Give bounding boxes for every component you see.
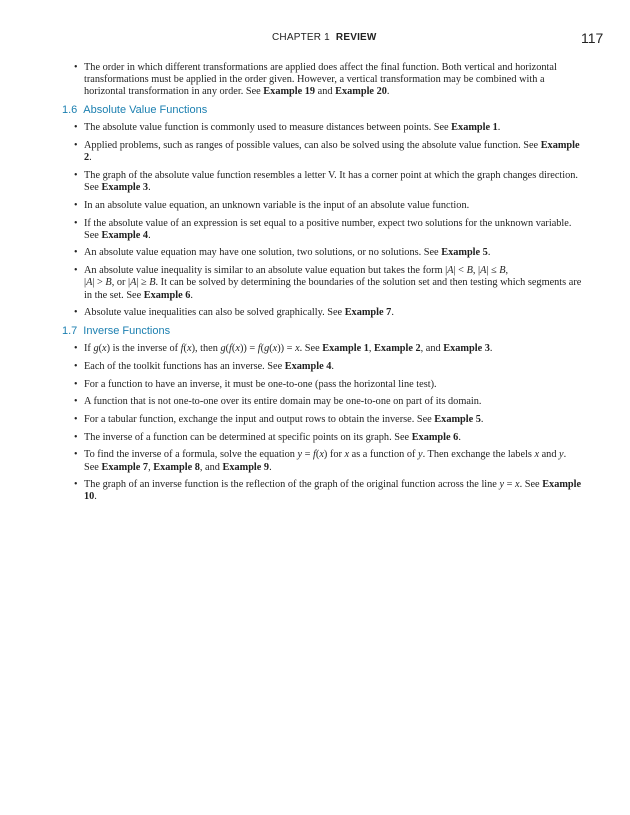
section-number: 1.6 (62, 104, 78, 117)
bullet-icon: • (74, 247, 78, 259)
bullet-text: For a function to have an inverse, it must be one-to-one (pass the horizontal line test). (84, 378, 437, 390)
bullet-item (62, 449, 582, 473)
bullet-item (62, 200, 582, 212)
chapter-number: CHAPTER 1 (272, 32, 330, 43)
bullet-icon: • (74, 396, 78, 408)
section-title: Absolute Value Functions (83, 104, 208, 117)
section-heading (62, 104, 582, 116)
bullet-icon: • (74, 413, 78, 425)
bullet-icon: • (74, 62, 78, 73)
review-content (62, 62, 582, 509)
bullet-item (62, 265, 582, 302)
bullet-text: An absolute value inequality is similar to an absolute value equation but takes the form |A| < B, |A| ≤ B, |A| > B, or |A| ≥ B. It can be solved by determining the boundaries of the solution set and then testing which segments are in the set. See Example 6. (84, 265, 582, 301)
section-title: Inverse Functions (83, 324, 171, 337)
bullet-text: Each of the toolkit functions has an inverse. See Example 4. (84, 360, 334, 372)
bullet-text: To find the inverse of a formula, solve the equation y = f(x) for x as a function of y. Then exchange the labels x and y. See Example 7, Example 8, and Example 9. (84, 449, 567, 473)
chapter-label (272, 32, 377, 43)
bullet-icon: • (74, 217, 78, 229)
bullet-icon: • (74, 169, 78, 181)
bullet-icon: • (74, 360, 78, 372)
section-list (62, 343, 582, 504)
bullet-icon: • (74, 307, 78, 319)
bullet-item (62, 62, 582, 99)
bullet-item (62, 396, 582, 408)
bullet-text: An absolute value equation may have one solution, two solutions, or no solutions. See Example 5. (84, 247, 491, 259)
bullet-item (62, 379, 582, 391)
bullet-text: For a tabular function, exchange the input and output rows to obtain the inverse. See Example 5. (84, 413, 484, 425)
bullet-item (62, 218, 582, 242)
bullet-text: A function that is not one-to-one over its entire domain may be one-to-one on part of its domain. (84, 396, 482, 408)
bullet-icon: • (74, 122, 78, 134)
bullet-text: The graph of an inverse function is the reflection of the graph of the original function across the line y = x. See Example 10. (84, 479, 582, 503)
bullet-item (62, 247, 582, 259)
section-number: 1.7 (62, 324, 78, 337)
bullet-text: If the absolute value of an expression is set equal to a positive number, expect two solutions for the unknown variable. See Example 4. (84, 217, 572, 241)
bullet-item (62, 479, 582, 503)
bullet-item (62, 122, 582, 134)
bullet-icon: • (74, 449, 78, 461)
bullet-text: The inverse of a function can be determined at specific points on its graph. See Example 6. (84, 431, 461, 443)
bullet-text: Applied problems, such as ranges of possible values, can also be solved using the absolute value function. See Example 2. (84, 140, 580, 164)
bullet-text: Absolute value inequalities can also be solved graphically. See Example 7. (84, 307, 394, 319)
bullet-icon: • (74, 265, 78, 277)
bullet-item (62, 170, 582, 194)
chapter-title: REVIEW (335, 32, 377, 43)
bullet-icon: • (74, 343, 78, 355)
bullet-item (62, 432, 582, 444)
bullet-item (62, 343, 582, 355)
sections-container (62, 104, 582, 504)
bullet-item (62, 140, 582, 164)
bullet-icon: • (74, 479, 78, 491)
bullet-text: If g(x) is the inverse of f(x), then g(f(x)) = f(g(x)) = x. See Example 1, Example 2, and Example 3. (84, 343, 493, 355)
intro-list (62, 62, 582, 99)
running-head (0, 30, 630, 48)
bullet-text: The graph of the absolute value function resembles a letter V. It has a corner point at which the graph changes direction. See Example 3. (84, 169, 578, 194)
bullet-item (62, 414, 582, 426)
section-heading (62, 325, 582, 337)
bullet-icon: • (74, 199, 78, 211)
section-list (62, 122, 582, 319)
bullet-text: The absolute value function is commonly used to measure distances between points. See Example 1. (84, 122, 501, 134)
page-number: 117 (581, 30, 604, 46)
bullet-text: The order in which different transformations are applied does affect the final function. Both vertical and horizontal transformations must be applied in the order given. However, a vertical transformation may be combined with a horizontal transformation in any order. See Example 19 and Example 20. (84, 62, 557, 98)
bullet-icon: • (74, 431, 78, 443)
bullet-icon: • (74, 378, 78, 390)
bullet-item (62, 361, 582, 373)
bullet-icon: • (74, 140, 78, 152)
bullet-text: In an absolute value equation, an unknown variable is the input of an absolute value function. (84, 199, 470, 211)
bullet-item (62, 307, 582, 319)
